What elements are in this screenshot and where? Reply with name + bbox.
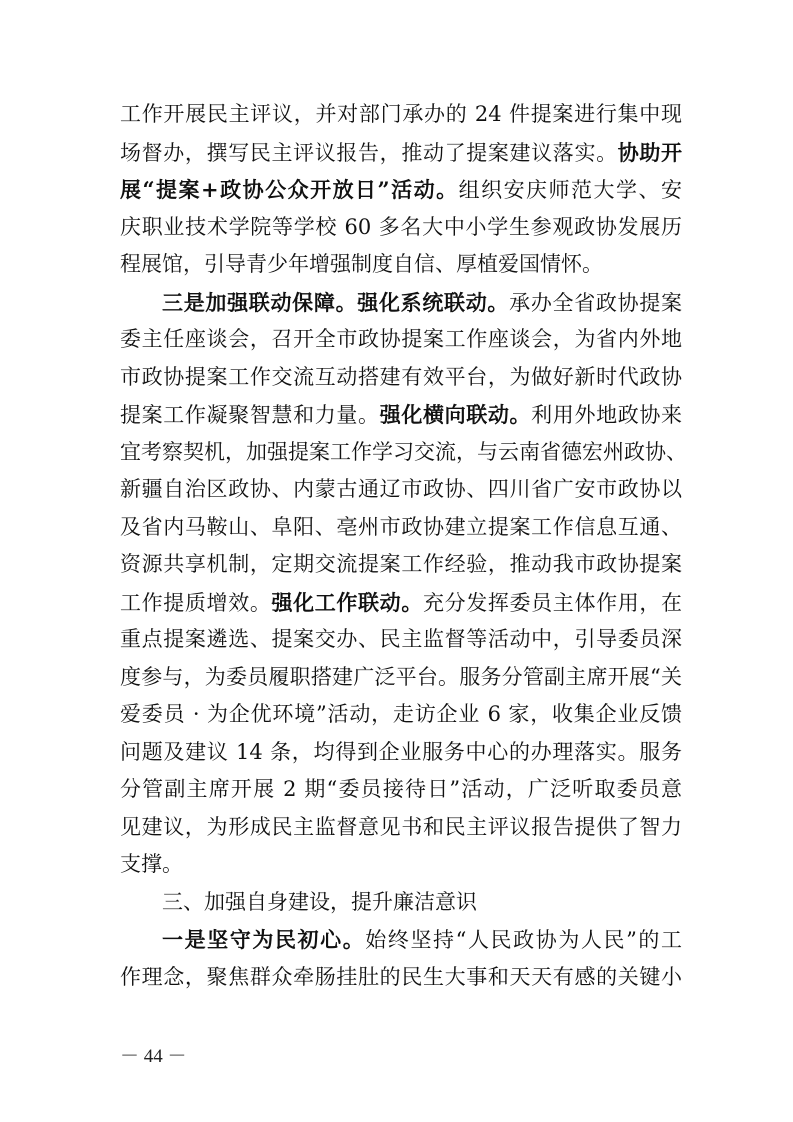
text-run: 爱委员 · 为企优环境”活动，走访企业 6 家，收集企业反馈 [120,702,682,726]
text-run: 利用外地政协来 [531,403,683,427]
text-run: 庆职业技术学院等学校 60 多名大中小学生参观政协发展历 [120,214,682,239]
text-line [120,809,682,847]
text-line [120,509,682,547]
text-line [120,396,682,434]
text-line [120,321,682,359]
text-run: 充分发挥委员主体作用，在 [422,590,683,615]
text-line [120,959,682,997]
paragraph-start-line [120,284,682,322]
bold-run: 强化工作联动。 [271,589,423,615]
text-run: 宜考察契机，加强提案工作学习交流，与云南省德宏州政协、 [120,439,687,464]
bold-run: 展“提案+政协公众开放日”活动。 [120,177,459,202]
text-run: 问题及建议 14 条，均得到企业服务中心的办理落实。服务 [120,739,682,764]
text-run: 作理念，聚焦群众牵肠挂肚的民生大事和天天有感的关键小 [120,964,682,989]
text-run: 提案工作凝聚智慧和力量。 [120,403,380,427]
text-run: 工作开展民主评议，并对部门承办的 24 件提案进行集中现 [120,102,682,126]
text-run: 重点提案遴选、提案交办、民主监督等活动中，引导委员深 [120,627,682,651]
text-line [120,246,682,284]
section-heading-text: 三、加强自身建设，提升廉洁意识 [162,889,477,914]
text-line [120,546,682,584]
text-line [120,134,682,172]
text-line [120,659,682,697]
text-run: 度参与，为委员履职搭建广泛平台。服务分管副主席开展“关 [120,664,682,689]
text-line [120,696,682,734]
paragraph-start-line [120,921,682,959]
bold-run: 协助开 [617,139,682,165]
text-line [120,734,682,772]
text-run: 程展馆，引导青少年增强制度自信、厚植爱国情怀。 [120,252,603,276]
text-line [120,359,682,397]
text-line [120,434,687,472]
text-line [120,846,682,884]
text-run: 委主任座谈会，召开全市政协提案工作座谈会，为省内外地 [120,327,682,351]
text-run: 组织安庆师范大学、安 [458,178,682,202]
text-line [120,96,682,134]
text-run: 支撑。 [120,852,183,876]
text-run: 承办全省政协提案 [509,290,683,315]
text-run: 市政协提案工作交流互动搭建有效平台，为做好新时代政协 [120,364,682,389]
text-run: 工作提质增效。 [120,590,272,615]
text-line [120,471,682,509]
text-run: 见建议，为形成民主监督意见书和民主评议报告提供了智力 [120,814,682,839]
text-run: 新疆自治区政协、内蒙古通辽市政协、四川省广安市政协以 [120,477,682,501]
text-line [120,584,682,622]
text-run: 及省内马鞍山、阜阳、亳州市政协建立提案工作信息互通、 [120,514,682,539]
text-line [120,621,682,659]
section-heading [120,884,682,922]
text-run: 场督办，撰写民主评议报告，推动了提案建议落实。 [120,140,618,165]
text-run: 始终坚持“人民政协为人民”的工 [365,928,682,952]
text-run: 资源共享机制，定期交流提案工作经验，推动我市政协提案 [120,552,682,576]
text-line [120,209,682,247]
bold-run: 强化横向联动。 [379,402,532,427]
page-number: － 44 － [120,1046,187,1067]
text-run: 分管副主席开展 2 期“委员接待日”活动，广泛听取委员意 [120,777,682,801]
text-line [120,171,682,209]
bold-run: 一是坚守为民初心。 [162,927,366,952]
text-line [120,771,682,809]
body-text [120,96,687,996]
bold-run: 三是加强联动保障。强化系统联动。 [162,289,510,315]
